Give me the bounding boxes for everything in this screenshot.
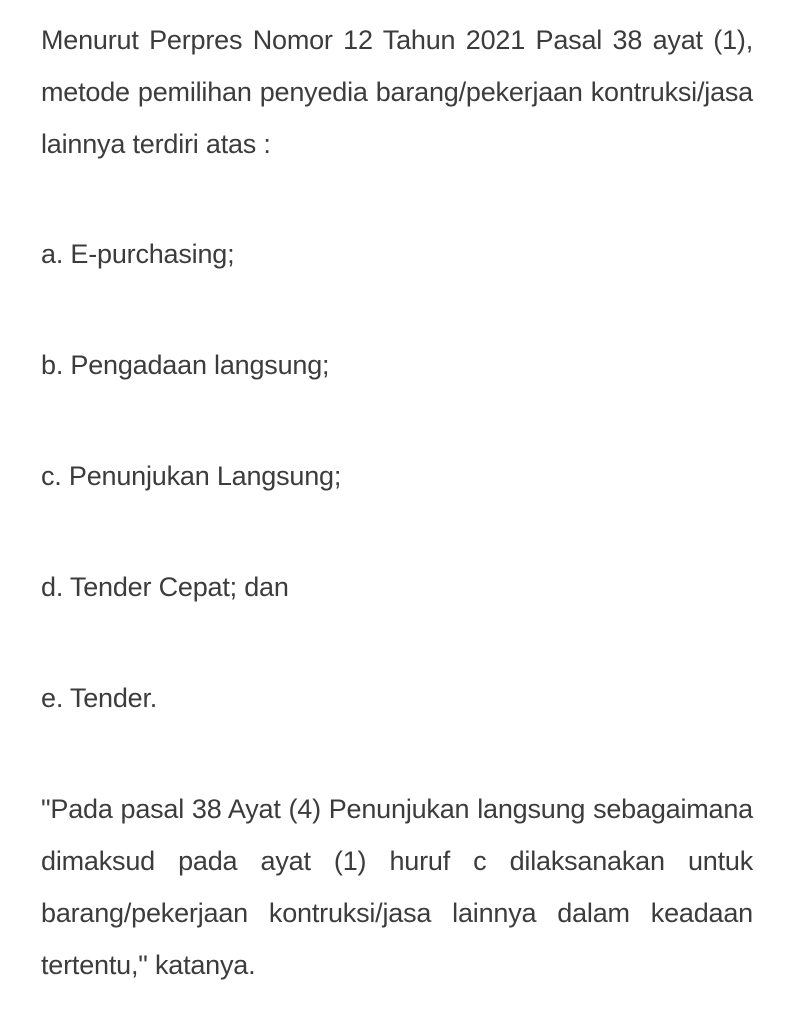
list-item-c: c. Penunjukan Langsung; (41, 461, 342, 491)
list-item-e: e. Tender. (41, 683, 158, 713)
list-item-d: d. Tender Cepat; dan (41, 572, 289, 602)
intro-paragraph: Menurut Perpres Nomor 12 Tahun 2021 Pasal 38 ayat (1), metode pemilihan penyedia barang/pekerjaan kontruksi/jasa lainnya terdiri atas : (41, 25, 753, 159)
list-item-a: a. E-purchasing; (41, 239, 235, 269)
article-body (41, 14, 753, 991)
list-item-b: b. Pengadaan langsung; (41, 350, 330, 380)
quote-paragraph: "Pada pasal 38 Ayat (4) Penunjukan langsung sebagaimana dimaksud pada ayat (1) huruf c dilaksanakan untuk barang/pekerjaan kontruksi/jasa lainnya dalam keadaan tertentu," katanya. (41, 794, 753, 980)
